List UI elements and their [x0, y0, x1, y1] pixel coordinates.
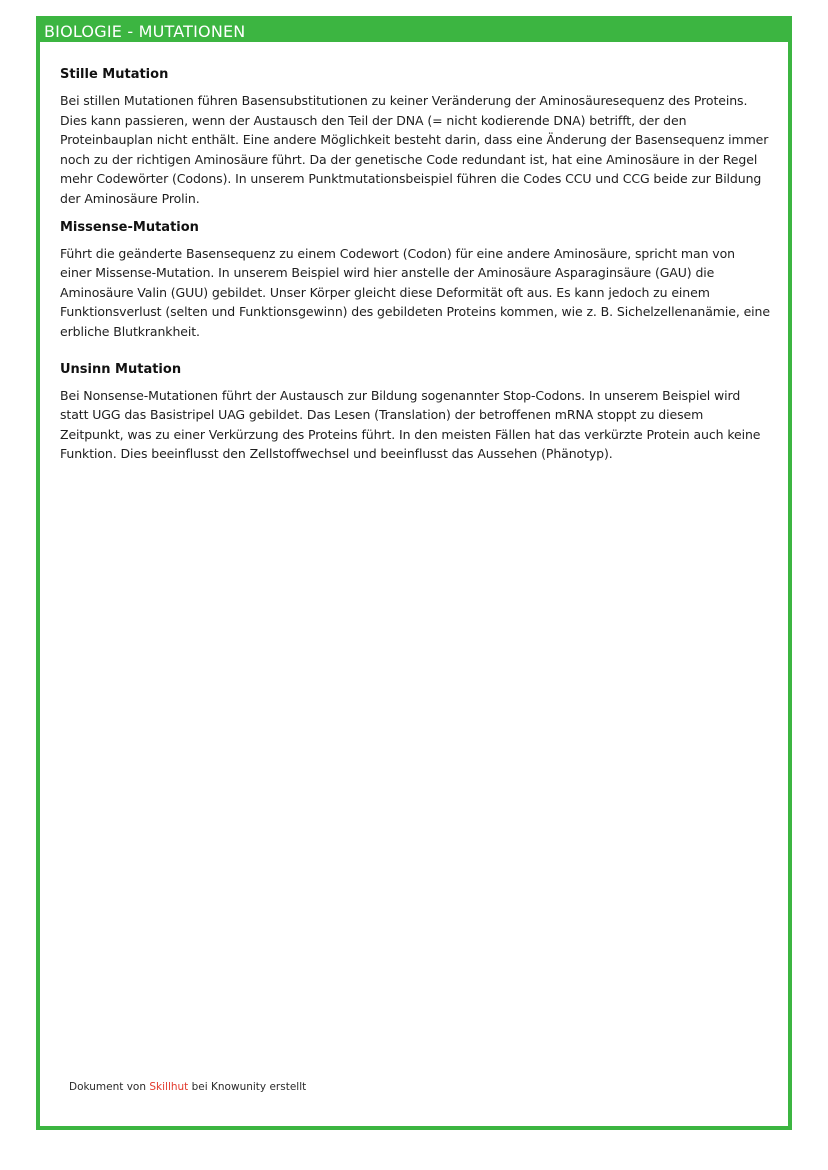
- section-unsinn-mutation: [60, 361, 770, 464]
- footer-suffix: bei Knowunity erstellt: [191, 1081, 307, 1093]
- section-missense-mutation: [60, 219, 770, 342]
- section-title: Unsinn Mutation: [60, 361, 182, 377]
- footer-prefix: Dokument von: [69, 1081, 147, 1093]
- section-paragraph: Bei Nonsense-Mutationen führt der Austausch zur Bildung sogenannter Stop-Codons. In unserem Beispiel wird statt UGG das Basistripel UAG gebildet. Das Lesen (Translation) der betroffenen mRNA stoppt zu diesem Zeitpunkt, was zu einer Verkürzung des Proteins führt. In den meisten Fällen hat das verkürzte Protein auch keine Funktion. Dies beeinflusst den Zellstoffwechsel und beeinflusst das Aussehen (Phänotyp).: [60, 387, 761, 462]
- section-title: Stille Mutation: [60, 67, 169, 82]
- section-stille-mutation: [60, 66, 770, 209]
- page-frame: [36, 16, 792, 1130]
- section-paragraph: Führt die geänderte Basensequenz zu einem Codewort (Codon) für eine andere Aminosäure, spricht man von einer Missense-Mutation. In unserem Beispiel wird hier anstelle der Aminosäure Asparaginsäure (GAU) die Aminosäure Valin (GUU) gebildet. Unser Körper gleicht diese Deformität oft aus. Es kann jedoch zu einem Funktionsverlust (selten und Funktionsgewinn) des gebildeten Proteins kommen, wie z. B. Sichelzellenanämie, eine erbliche Blutkrankheit.: [60, 245, 770, 339]
- footer-author-link[interactable]: Skillhut: [149, 1081, 189, 1093]
- document-body: [60, 66, 770, 464]
- section-title: Missense-Mutation: [60, 219, 199, 235]
- section-paragraph: Bei stillen Mutationen führen Basensubstitutionen zu keiner Veränderung der Aminosäuresequenz des Proteins. Dies kann passieren, wenn der Austausch den Teil der DNA (= nicht kodierende DNA) betrifft, der den Proteinbauplan nicht enthält. Eine andere Möglichkeit besteht darin, dass eine Änderung der Basensequenz immer noch zu der richtigen Aminosäure führt. Da der genetische Code redundant ist, hat eine Aminosäure in der Regel mehr Codewörter (Codons). In unserem Punktmutationsbeispiel führen die Codes CCU und CCG beide zur Bildung der Aminosäure Prolin.: [60, 93, 769, 206]
- page-title: BIOLOGIE - MUTATIONEN: [40, 20, 788, 42]
- footer-credit: [69, 1081, 306, 1093]
